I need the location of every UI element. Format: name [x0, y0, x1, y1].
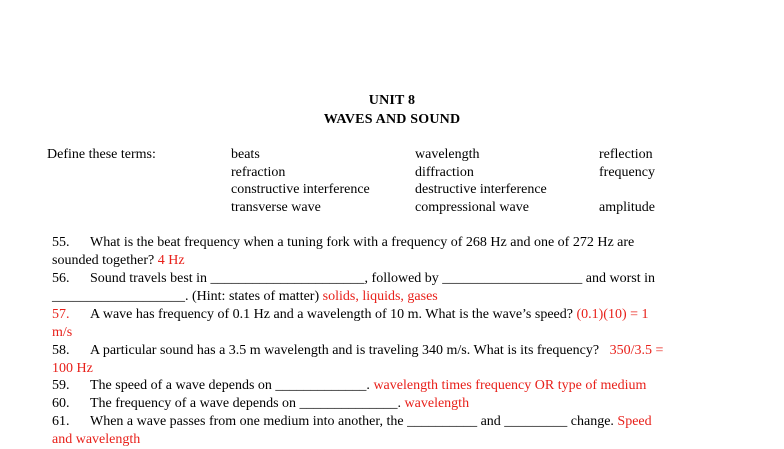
term-diffraction: diffraction: [415, 165, 474, 180]
question-text: A particular sound has a 3.5 m wavelength and is traveling 340 m/s. What is its frequency?: [90, 343, 600, 358]
question-number: 60.: [52, 396, 70, 411]
question-text: Sound travels best in ______________________, followed by ____________________ and worst in: [90, 271, 656, 286]
question-number: 59.: [52, 378, 70, 393]
question-number: 58.: [52, 343, 70, 358]
term-transverse-wave: transverse wave: [231, 200, 321, 215]
term-compressional-wave: compressional wave: [415, 200, 529, 215]
question-number: 61.: [52, 414, 70, 429]
answer-text: 4 Hz: [157, 253, 185, 268]
question-text-continued: sounded together?: [52, 253, 155, 268]
question-61: [52, 413, 742, 449]
term-refraction: refraction: [231, 165, 286, 180]
question-60: [52, 395, 742, 413]
term-beats: beats: [231, 147, 260, 162]
answer-text: wavelength times frequency OR type of medium: [373, 378, 647, 393]
answer-text-continued: and wavelength: [52, 432, 141, 447]
answer-text: Speed: [617, 414, 652, 429]
question-57: [52, 306, 742, 342]
question-text: When a wave passes from one medium into another, the __________ and _________ change.: [90, 414, 614, 429]
question-text: What is the beat frequency when a tuning fork with a frequency of 268 Hz and one of 272 Hz are: [90, 235, 635, 250]
term-reflection: reflection: [599, 147, 653, 162]
answer-text: wavelength: [404, 396, 470, 411]
answer-text-continued: 100 Hz: [52, 361, 93, 376]
question-text: The frequency of a wave depends on ______________.: [90, 396, 402, 411]
term-amplitude: amplitude: [599, 200, 655, 215]
unit-number: UNIT 8: [368, 93, 416, 108]
question-58: [52, 342, 742, 378]
question-text: A wave has frequency of 0.1 Hz and a wavelength of 10 m. What is the wave’s speed?: [90, 307, 573, 322]
question-text: The speed of a wave depends on _____________.: [90, 378, 370, 393]
question-59: [52, 377, 742, 395]
question-55: [52, 234, 742, 270]
term-destructive-interference: destructive interference: [415, 182, 547, 197]
unit-title: WAVES AND SOUND: [323, 112, 461, 127]
answer-text: (0.1)(10) = 1: [576, 307, 649, 322]
term-wavelength: wavelength: [415, 147, 480, 162]
term-constructive-interference: constructive interference: [231, 182, 370, 197]
question-text-continued: ___________________. (Hint: states of matter): [52, 289, 320, 304]
answer-text: solids, liquids, gases: [322, 289, 438, 304]
question-number: 57.: [52, 307, 70, 322]
question-number: 55.: [52, 235, 70, 250]
answer-text: 350/3.5 =: [609, 343, 664, 358]
question-56: [52, 270, 742, 306]
question-number: 56.: [52, 271, 70, 286]
define-terms-label: Define these terms:: [47, 147, 156, 162]
term-frequency: frequency: [599, 165, 655, 180]
answer-text-continued: m/s: [52, 325, 73, 340]
